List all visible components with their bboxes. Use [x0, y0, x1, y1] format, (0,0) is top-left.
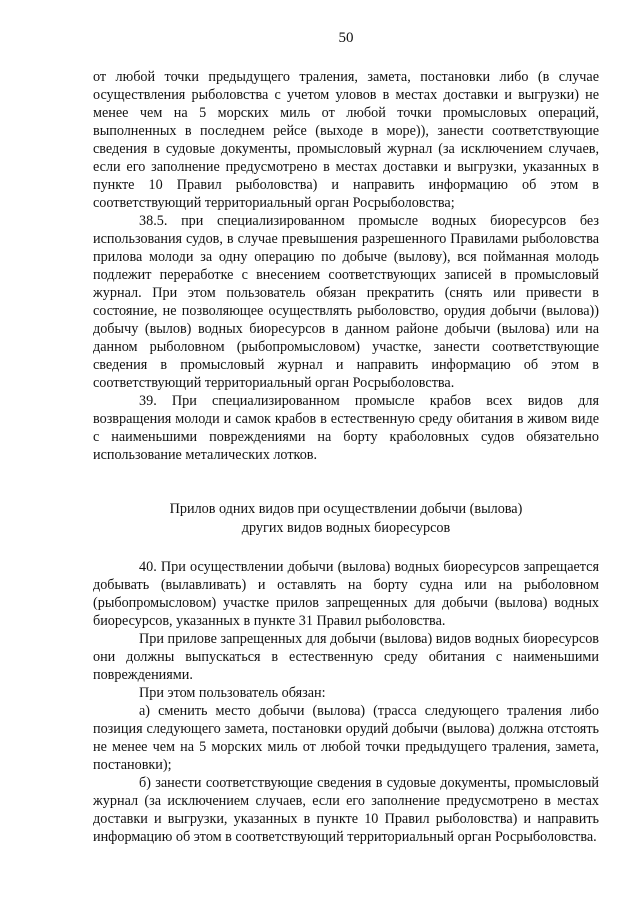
section-heading-line-1: Прилов одних видов при осуществлении добычи (вылова) [169, 501, 523, 517]
page-number: 50 [338, 30, 354, 46]
paragraph-39: 39. При специализированном промысле крабов всех видов для возвращения молоди и самок крабов в естественную среду обитания в живом виде с наименьшими повреждениями на борту краболовных судов обязательно использование металических лотков. [93, 393, 599, 463]
paragraph-item-b: б) занести соответствующие сведения в судовые документы, промысловый журнал (за исключением случаев, если его заполнение предусмотрено в местах доставки и выгрузки, указанных в пункте 10 Правил рыболовства) и направить информацию об этом в соответствующий территориальный орган Росрыболовства. [93, 775, 599, 845]
text-block-upper [93, 68, 599, 464]
paragraph-user-obliged: При этом пользователь обязан: [139, 685, 326, 701]
section-heading-line-2: других видов водных биоресурсов [241, 520, 451, 536]
paragraph-item-a: а) сменить место добычи (вылова) (трасса следующего траления либо позиция следующего замета, постановки орудий добычи (вылова) должна отстоять не менее чем на 5 морских миль от любой точки предыдущего траления, замета, постановки); [93, 703, 599, 773]
paragraph-40: 40. При осуществлении добычи (вылова) водных биоресурсов запрещается добывать (вылавливать) и оставлять на борту судна или на рыболовном (рыбопромысловом) участке прилов запрещенных для добычи (вылова) водных биоресурсов, указанных в пункте 31 Правил рыболовства. [93, 559, 599, 629]
paragraph-bycatch-release: При прилове запрещенных для добычи (вылова) видов водных биоресурсов они должны выпускаться в естественную среду обитания с наименьшими повреждениями. [93, 631, 599, 683]
text-block-lower [93, 558, 599, 846]
paragraph-38-5: 38.5. при специализированном промысле водных биоресурсов без использования судов, в случае превышения разрешенного Правилами рыболовства прилова молоди за одну операцию по добыче (вылову), вся пойманная молодь подлежит переработке с внесением соответствующих записей в промысловый журнал. При этом пользователь обязан прекратить (снять или привести в состояние, не позволяющее осуществлять рыболовство, орудия добычи (вылова)) добычу (вылов) водных биоресурсов в данном районе добычи (вылова) или на данном рыболовном (рыбопромысловом) участке, занести соответствующие сведения в промысловый журнал и направить информацию об этом в соответствующий территориальный орган Росрыболовства. [93, 213, 599, 391]
section-heading [93, 500, 599, 538]
paragraph-continuation: от любой точки предыдущего траления, замета, постановки либо (в случае осуществления рыболовства с учетом уловов в местах доставки и выгрузки) не менее чем на 5 морских миль от любой точки промысловых операций, выполненных в последнем рейсе (выходе в море)), занести соответствующие сведения в судовые документы, промысловый журнал (за исключением случаев, если его заполнение предусмотрено в местах доставки и выгрузки, указанных в пункте 10 Правил рыболовства) и направить информацию об этом в соответствующий территориальный орган Росрыболовства; [93, 69, 599, 211]
